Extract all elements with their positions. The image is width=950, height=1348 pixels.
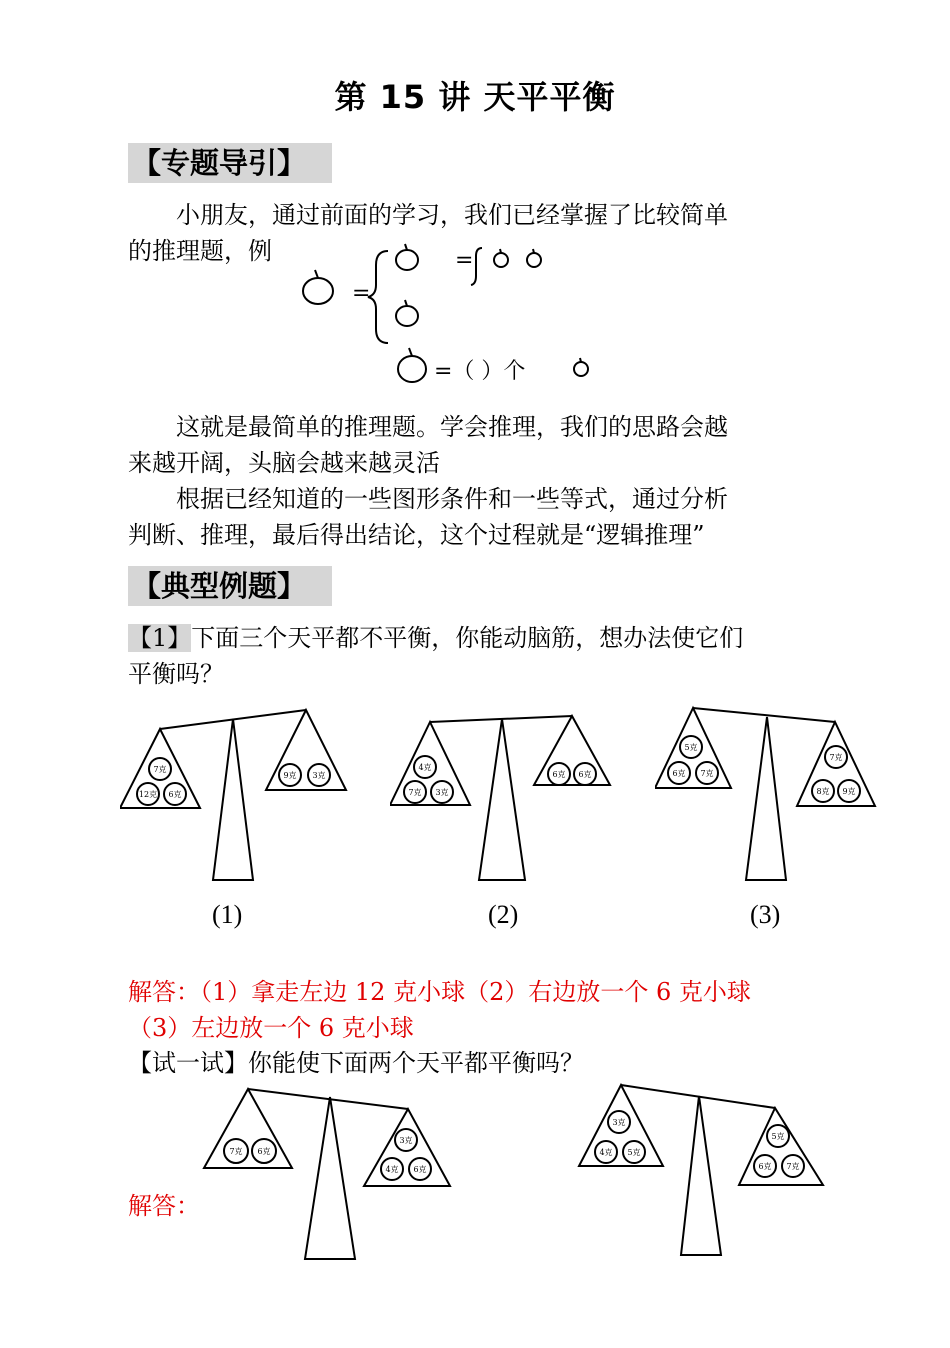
- equals-sign: =: [352, 281, 371, 306]
- answer-paragraph: [128, 974, 848, 1046]
- equals-sign: =: [455, 248, 474, 273]
- apple-equation-figure: [290, 236, 610, 386]
- brace-icon: [368, 251, 388, 343]
- ball-label: 8克: [816, 787, 830, 796]
- ball-label: 4克: [385, 1165, 399, 1174]
- ball-label: 5克: [627, 1148, 641, 1157]
- text-line: 的推理题，例: [128, 237, 272, 265]
- small-apple-icon: [494, 249, 508, 267]
- ball-label: 6克: [672, 769, 686, 778]
- ball-label: 4克: [599, 1148, 613, 1157]
- question-text: 平衡吗？: [128, 660, 224, 688]
- ball-label: 9克: [842, 787, 856, 796]
- text-line: 判断、推理，最后得出结论，这个过程就是“逻辑推理”: [128, 521, 705, 549]
- ball-label: 3克: [612, 1118, 626, 1127]
- try-text: 你能使下面两个天平都平衡吗？: [248, 1049, 584, 1077]
- question-text: 下面三个天平都不平衡，你能动脑筋，想办法使它们: [191, 624, 744, 652]
- ball-label: 6克: [413, 1165, 427, 1174]
- scale-caption: (3): [750, 900, 781, 929]
- try-balance-scale-1: [200, 1085, 470, 1265]
- scale-caption: (1): [212, 900, 243, 929]
- explanation-paragraph: [128, 409, 828, 553]
- text-line: 来越开阔，头脑会越来越灵活: [128, 449, 440, 477]
- try-balance-scale-2: [575, 1080, 840, 1265]
- text-line: 小朋友，通过前面的学习，我们已经掌握了比较简单: [176, 201, 728, 229]
- balance-scale-2: [390, 705, 630, 890]
- ball-label: 5克: [771, 1132, 785, 1141]
- small-apple-icon: [527, 249, 541, 267]
- ball-label: 3克: [399, 1136, 413, 1145]
- ball-label: 9克: [283, 771, 297, 780]
- ball-label: 6克: [578, 770, 592, 779]
- ball-label: 7克: [153, 765, 167, 774]
- ball-label: 3克: [312, 771, 326, 780]
- balance-scale-3: [655, 705, 885, 890]
- ball-label: 5克: [684, 743, 698, 752]
- big-apple-icon: [398, 348, 426, 382]
- ball-label: 6克: [168, 790, 182, 799]
- ball-label: 7克: [408, 788, 422, 797]
- question-tag: 【1】: [128, 624, 192, 652]
- ball-label: 3克: [435, 788, 449, 797]
- answer-line: 解答：（1）拿走左边 12 克小球（2）右边放一个 6 克小球: [128, 978, 751, 1006]
- ball-label: 6克: [758, 1162, 772, 1171]
- ball-label: 7克: [700, 769, 714, 778]
- section-heading-examples: 【典型例题】: [128, 566, 332, 606]
- apple-icon: [396, 244, 418, 270]
- answer-line: （3）左边放一个 6 克小球: [128, 1014, 414, 1042]
- section-heading-intro: 【专题导引】: [128, 143, 332, 183]
- text-line: 这就是最简单的推理题。学会推理，我们的思路会越: [176, 413, 728, 441]
- page-title: 第 15 讲 天平平衡: [334, 78, 616, 116]
- question-1: [128, 620, 828, 692]
- apple-icon: [396, 300, 418, 326]
- result-expression: =（ ）个: [434, 359, 526, 384]
- ball-label: 7克: [786, 1162, 800, 1171]
- ball-label: 7克: [229, 1147, 243, 1156]
- small-apple-icon: [574, 358, 588, 376]
- big-apple-icon: [303, 270, 333, 304]
- ball-label: 6克: [552, 770, 566, 779]
- try-tag: 【试一试】: [128, 1049, 248, 1077]
- ball-label: 6克: [257, 1147, 271, 1156]
- ball-label: 4克: [418, 763, 432, 772]
- balance-scale-1: [120, 705, 360, 890]
- scale-caption: (2): [488, 900, 519, 929]
- text-line: 根据已经知道的一些图形条件和一些等式，通过分析: [176, 485, 728, 513]
- try-question: [128, 1045, 828, 1081]
- ball-label: 12克: [138, 790, 158, 799]
- try-answer-label: 解答：: [128, 1192, 200, 1220]
- ball-label: 7克: [829, 753, 843, 762]
